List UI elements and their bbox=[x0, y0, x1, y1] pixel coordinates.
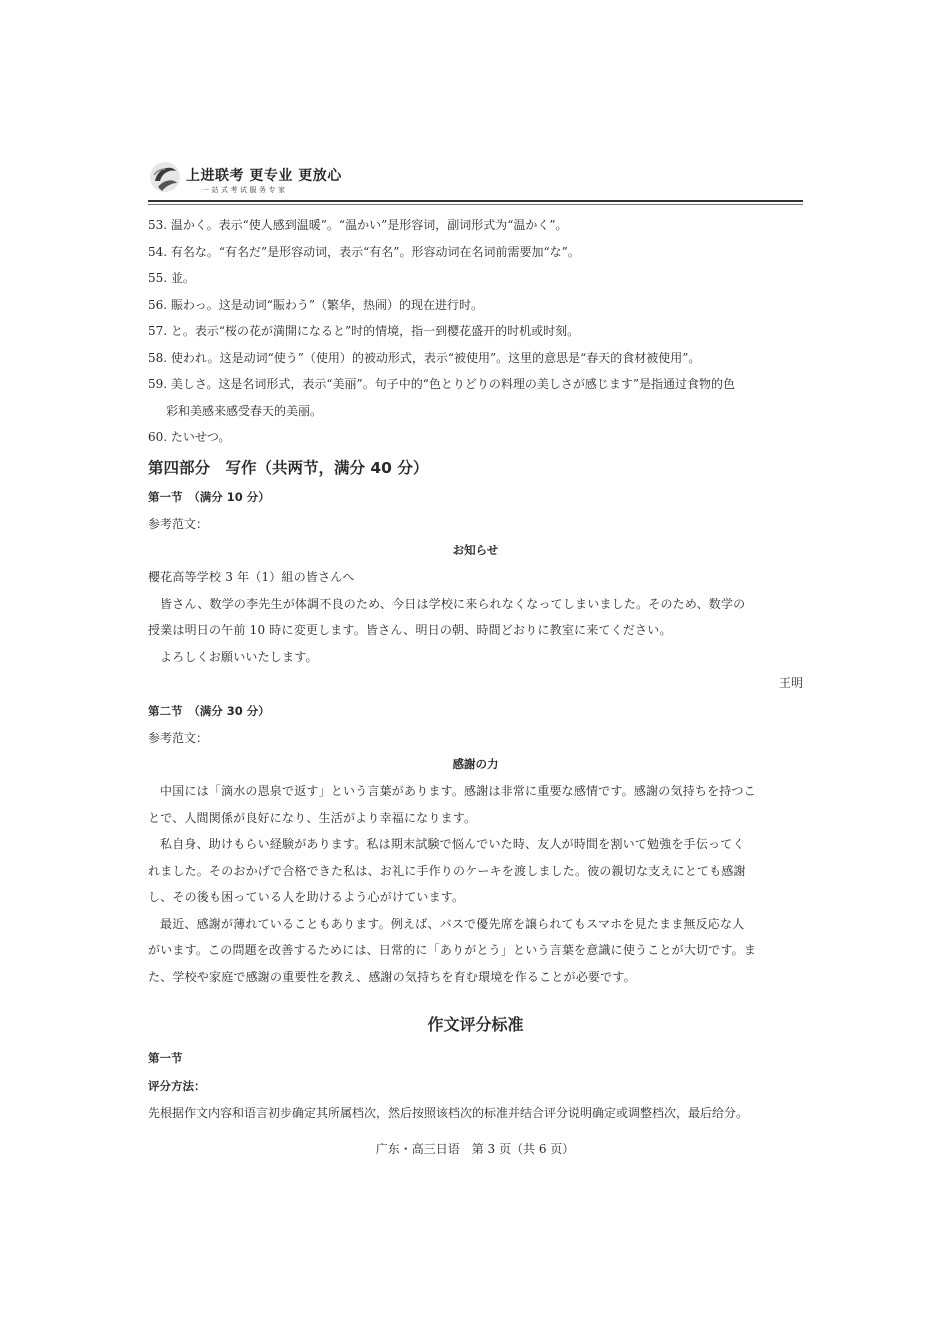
notice-line: よろしくお願いいたします。 bbox=[160, 649, 318, 664]
essay-line: 中国には「滴水の恩泉で返す」という言葉があります。感謝は非常に重要な感情です。感謝の気持ちを持つこ bbox=[160, 784, 756, 798]
section2-ref-label: 参考范文： bbox=[148, 730, 209, 745]
answer-54: 54. 有名な。“有名だ”是形容动词，表示“有名”。形容动词在名词前需要加“な”。 bbox=[148, 244, 580, 259]
essay-line: れました。そのおかげで合格できた私は、お礼に手作りのケーキを渡しました。彼の親切な支えにとても感謝 bbox=[148, 863, 746, 878]
answer-56: 56. 賑わっ。这是动词“賑わう”（繁华，热闹）的现在进行时。 bbox=[148, 297, 484, 312]
section1-title: 第一节 （满分 10 分） bbox=[148, 489, 270, 504]
scoring-method-label: 评分方法： bbox=[148, 1079, 206, 1093]
essay-line: 私自身、助けもらい経験があります。私は期末試験で悩んでいた時、友人が時間を割いて勉強を手伝ってく bbox=[160, 837, 745, 851]
section2-title: 第二节 （满分 30 分） bbox=[148, 703, 270, 718]
answer-60: 60. たいせつ。 bbox=[148, 430, 231, 444]
brand-logo-icon bbox=[148, 159, 182, 195]
answer-53: 53. 温かく。表示“使人感到温暖”。“温かい”是形容词，副词形式为“温かく”。 bbox=[148, 218, 568, 232]
header-rule bbox=[148, 200, 803, 202]
answer-59-line1: 59. 美しさ。这是名词形式，表示“美丽”。句子中的“色とりどりの料理の美しさが感じます”是指通过食物的色 bbox=[148, 377, 735, 391]
part4-title: 第四部分 写作（共两节，满分 40 分） bbox=[148, 458, 429, 477]
answer-57: 57. と。表示“桜の花が満開になると”时的情境，指一到樱花盛开的时机或时刻。 bbox=[148, 324, 580, 338]
scoring-method-text: 先根据作文内容和语言初步确定其所属档次，然后按照该档次的标准并结合评分说明确定或调整档次，最后给分。 bbox=[148, 1106, 749, 1120]
scoring-title: 作文评分标准 bbox=[427, 1015, 524, 1034]
essay-title: 感謝の力 bbox=[452, 757, 499, 771]
page-header bbox=[148, 157, 803, 205]
essay-line: とで、人間関係が良好になり、生活がより幸福になります。 bbox=[148, 810, 477, 825]
section1-ref-label: 参考范文： bbox=[148, 516, 209, 531]
essay-line: し、その後も困っている人を助けるよう心がけています。 bbox=[148, 890, 465, 904]
notice-salutation: 櫻花高等学校 3 年（1）組の皆さんへ bbox=[148, 570, 355, 584]
essay-line: た、学校や家庭で感謝の重要性を教え、感謝の気持ちを育む環境を作ることが必要です。 bbox=[148, 969, 636, 984]
essay-line: がいます。この問題を改善するためには、日常的に「ありがとう」という言葉を意識に使うことが大切です。ま bbox=[148, 943, 757, 957]
notice-line: 授業は明日の午前 10 時に変更します。皆さん、明日の朝、時間どおりに教室に来てください。 bbox=[148, 623, 672, 637]
notice-title: お知らせ bbox=[452, 543, 499, 557]
essay-line: 最近、感謝が薄れていることもあります。例えば、バスで優先席を譲られてもスマホを見たまま無反応な人 bbox=[160, 916, 745, 931]
answer-58: 58. 使われ。这是动词“使う”（使用）的被动形式，表示“被使用”。这里的意思是“春天的食材被使用”。 bbox=[148, 350, 701, 365]
page-footer: 广东・高三日语 第 3 页（共 6 页） bbox=[375, 1142, 575, 1156]
page-content bbox=[148, 212, 803, 1127]
header-rule-thin bbox=[148, 204, 803, 205]
brand-name: 上进联考 更专业 更放心 bbox=[186, 168, 342, 184]
notice-line: 皆さん、数学の李先生が体調不良のため、今日は学校に来られなくなってしまいました。そのため、数学の bbox=[160, 596, 746, 611]
answer-55: 55. 並。 bbox=[148, 271, 195, 285]
answer-59-line2: 彩和美感来感受春天的美丽。 bbox=[166, 403, 323, 418]
notice-signature: 王明 bbox=[778, 676, 803, 690]
scoring-section: 第一节 bbox=[148, 1051, 183, 1065]
brand-tagline: 一站式考试服务专家 bbox=[202, 186, 288, 194]
